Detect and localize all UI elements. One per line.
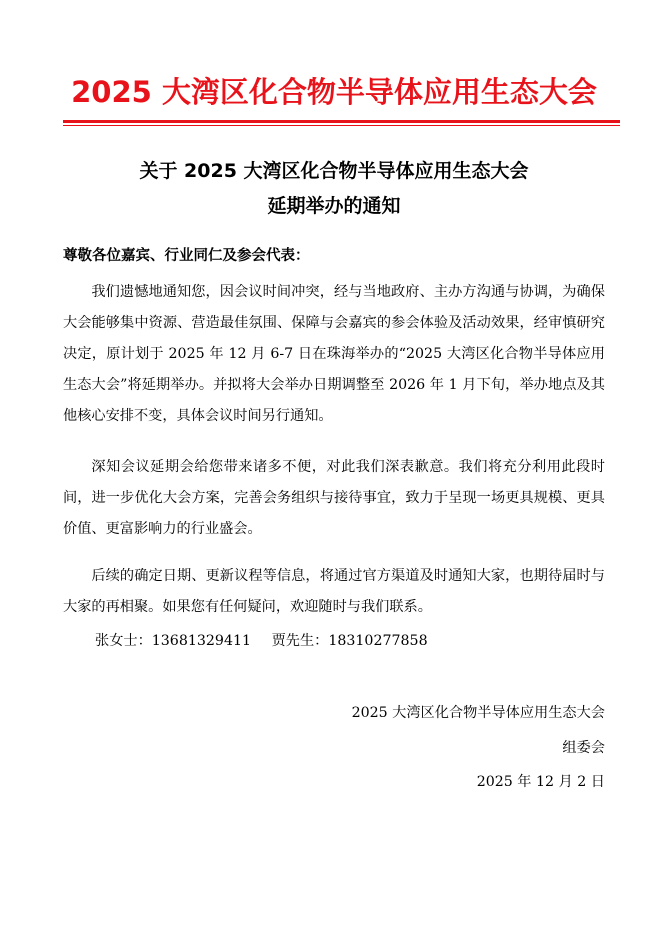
notice-title-line-2: 延期举办的通知 <box>267 195 401 217</box>
paragraph-text: 我们遗憾地通知您，因会议时间冲突，经与当地政府、主办方沟通与协调，为确保大会能够集中资源、营造最佳氛围、保障与会嘉宾的参会体验及活动效果，经审慎研究决定，原计划于 2025 年 12 月 6-7 日在珠海举办的“2025 大湾区化合物半导体应用生态大会”将延期举办。并拟将大会举办日期调整至 2026 年 1 月下旬，举办地点及其他核心安排不变，具体会议时间另行通知。 <box>63 284 605 424</box>
paragraph-text: 后续的确定日期、更新议程等信息，将通过官方渠道及时通知大家，也期待届时与大家的再相聚。如果您有任何疑问，欢迎随时与我们联系。 <box>63 568 605 615</box>
body-paragraph-3 <box>63 561 605 623</box>
header-divider-thin <box>63 125 620 126</box>
body-paragraph-1 <box>63 277 605 432</box>
contact-line <box>95 630 444 650</box>
signature-committee: 组委会 <box>562 740 605 756</box>
body-paragraph-2 <box>63 452 605 545</box>
salutation: 尊敬各位嘉宾、行业同仁及参会代表： <box>63 248 310 264</box>
signature-date: 2025 年 12 月 2 日 <box>476 774 605 790</box>
notice-title-line-1: 关于 2025 大湾区化合物半导体应用生态大会 <box>139 160 529 182</box>
event-header-title: 2025 大湾区化合物半导体应用生态大会 <box>71 75 597 109</box>
signature-organizer: 2025 大湾区化合物半导体应用生态大会 <box>351 705 605 721</box>
header-divider-thick <box>63 120 620 123</box>
contact-jia: 贾先生：18310277858 <box>271 633 428 649</box>
contact-zhang: 张女士：13681329411 <box>95 633 252 649</box>
paragraph-text: 深知会议延期会给您带来诸多不便，对此我们深表歉意。我们将充分利用此段时间，进一步优化大会方案，完善会务组织与接待事宜，致力于呈现一场更具规模、更具价值、更富影响力的行业盛会。 <box>63 459 605 537</box>
